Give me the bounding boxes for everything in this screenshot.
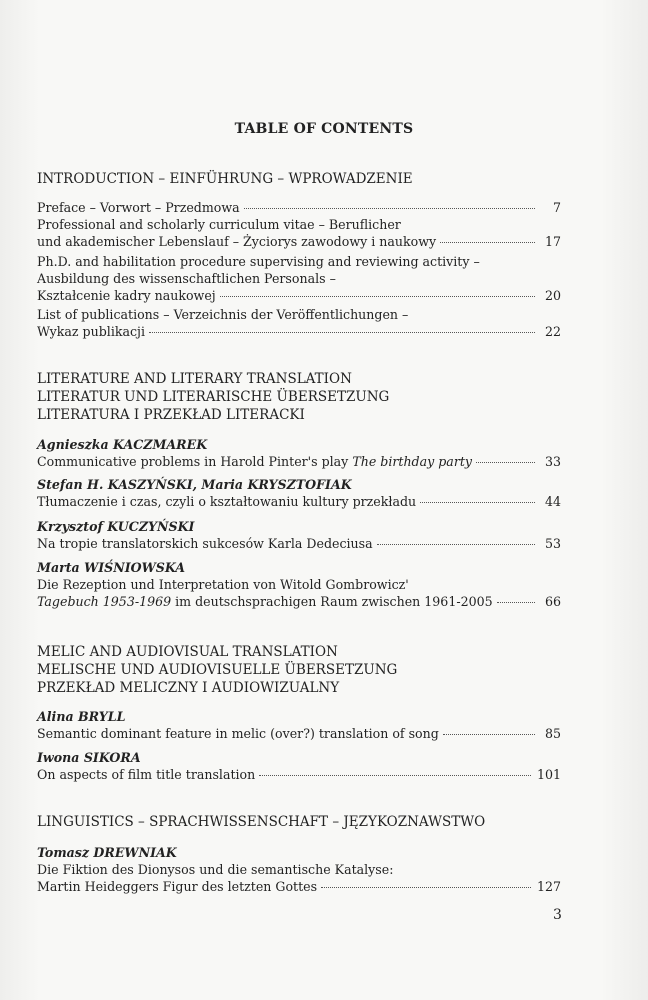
entry-title: Preface – Vorwort – Przedmowa <box>37 200 240 215</box>
entry-author: Marta WIŚNIOWSKA <box>37 560 186 575</box>
toc-entry-kuczynski[interactable] <box>37 518 561 552</box>
section-heading-line: LINGUISTICS – SPRACHWISSENSCHAFT – JĘZYKOZNAWSTWO <box>37 814 486 830</box>
section-heading-line: PRZEKŁAD MELICZNY I AUDIOWIZUALNY <box>37 680 340 696</box>
entry-page: 66 <box>544 594 561 609</box>
toc-entry-cv[interactable] <box>37 216 561 250</box>
section-heading-linguistics <box>37 813 577 831</box>
entry-title: Tłumaczenie i czas, czyli o kształtowaniu kultury przekładu <box>37 494 417 509</box>
toc-entry-drewniak[interactable] <box>37 844 561 895</box>
entry-title: Martin Heideggers Figur des letzten Gottes <box>37 879 318 894</box>
entry-title: Die Fiktion des Dionysos und die semantische Katalyse: <box>37 862 394 877</box>
entry-author: Tomasz DREWNIAK <box>37 845 177 860</box>
leader-dots <box>497 602 535 603</box>
leader-dots <box>220 296 535 297</box>
section-heading-melic <box>37 643 577 697</box>
toc-entry-bryll[interactable] <box>37 708 561 742</box>
leader-dots <box>149 332 535 333</box>
entry-title: Ph.D. and habilitation procedure supervising and reviewing activity – <box>37 254 480 269</box>
leader-dots <box>476 462 535 463</box>
leader-dots <box>259 775 531 776</box>
toc-entry-publications[interactable] <box>37 306 561 340</box>
toc-entry-wisniowska[interactable] <box>37 559 561 610</box>
entry-title: Semantic dominant feature in melic (over?) translation of song <box>37 726 439 741</box>
entry-title: Professional and scholarly curriculum vitae – Beruflicher <box>37 217 401 232</box>
entry-title: Ausbildung des wissenschaftlichen Personals – <box>37 271 336 286</box>
entry-title: On aspects of film title translation <box>37 767 256 782</box>
leader-dots <box>244 208 535 209</box>
entry-title: Na tropie translatorskich sukcesów Karla Dedeciusa <box>37 536 373 551</box>
entry-page: 17 <box>544 234 561 249</box>
entry-page: 7 <box>552 200 561 215</box>
toc-entry-preface[interactable] <box>37 199 561 216</box>
entry-title: Die Rezeption und Interpretation von Witold Gombrowicz' <box>37 577 409 592</box>
entry-page: 44 <box>544 494 561 509</box>
page-title: TABLE OF CONTENTS <box>234 121 414 137</box>
entry-title: Wykaz publikacji <box>37 324 145 339</box>
entry-author: Agnieszka KACZMAREK <box>37 437 208 452</box>
entry-author: Iwona SIKORA <box>37 750 141 765</box>
leader-dots <box>377 544 535 545</box>
leader-dots <box>443 734 535 735</box>
entry-author: Krzysztof KUCZYŃSKI <box>37 519 195 534</box>
entry-author: Stefan H. KASZYŃSKI, Maria KRYSZTOFIAK <box>37 477 352 492</box>
section-heading-line: MELISCHE UND AUDIOVISUELLE ÜBERSETZUNG <box>37 662 398 678</box>
entry-page: 20 <box>544 288 561 303</box>
leader-dots <box>440 242 535 243</box>
entry-title: Communicative problems in Harold Pinter's play The birthday party <box>37 454 473 469</box>
entry-page: 85 <box>544 726 561 741</box>
entry-title: Tagebuch 1953-1969 im deutschsprachigen Raum zwischen 1961-2005 <box>37 594 493 609</box>
entry-title: und akademischer Lebenslauf – Życiorys zawodowy i naukowy <box>37 234 437 249</box>
entry-page: 127 <box>536 879 561 894</box>
toc-entry-kaczmarek[interactable] <box>37 436 561 470</box>
entry-page: 53 <box>544 536 561 551</box>
section-heading-line: MELIC AND AUDIOVISUAL TRANSLATION <box>37 644 338 660</box>
entry-title: List of publications – Verzeichnis der Veröffentlichungen – <box>37 307 409 322</box>
toc-entry-phd[interactable] <box>37 253 561 304</box>
page-number: 3 <box>553 907 562 923</box>
book-title: The birthday party <box>352 454 473 469</box>
entry-author: Alina BRYLL <box>37 709 126 724</box>
section-heading-introduction <box>37 170 577 188</box>
section-heading-line: LITERATURE AND LITERARY TRANSLATION <box>37 371 352 387</box>
section-heading-line: LITERATUR UND LITERARISCHE ÜBERSETZUNG <box>37 389 390 405</box>
entry-page: 22 <box>544 324 561 339</box>
toc-entry-sikora[interactable] <box>37 749 561 783</box>
section-heading-line: INTRODUCTION – EINFÜHRUNG – WPROWADZENIE <box>37 171 413 187</box>
section-heading-line: LITERATURA I PRZEKŁAD LITERACKI <box>37 407 305 423</box>
entry-page: 33 <box>544 454 561 469</box>
entry-title: Kształcenie kadry naukowej <box>37 288 216 303</box>
book-title: Tagebuch 1953-1969 <box>37 594 172 609</box>
leader-dots <box>420 502 535 503</box>
section-heading-literature <box>37 370 577 424</box>
leader-dots <box>321 887 531 888</box>
entry-page: 101 <box>536 767 561 782</box>
toc-entry-kaszynski[interactable] <box>37 476 561 510</box>
